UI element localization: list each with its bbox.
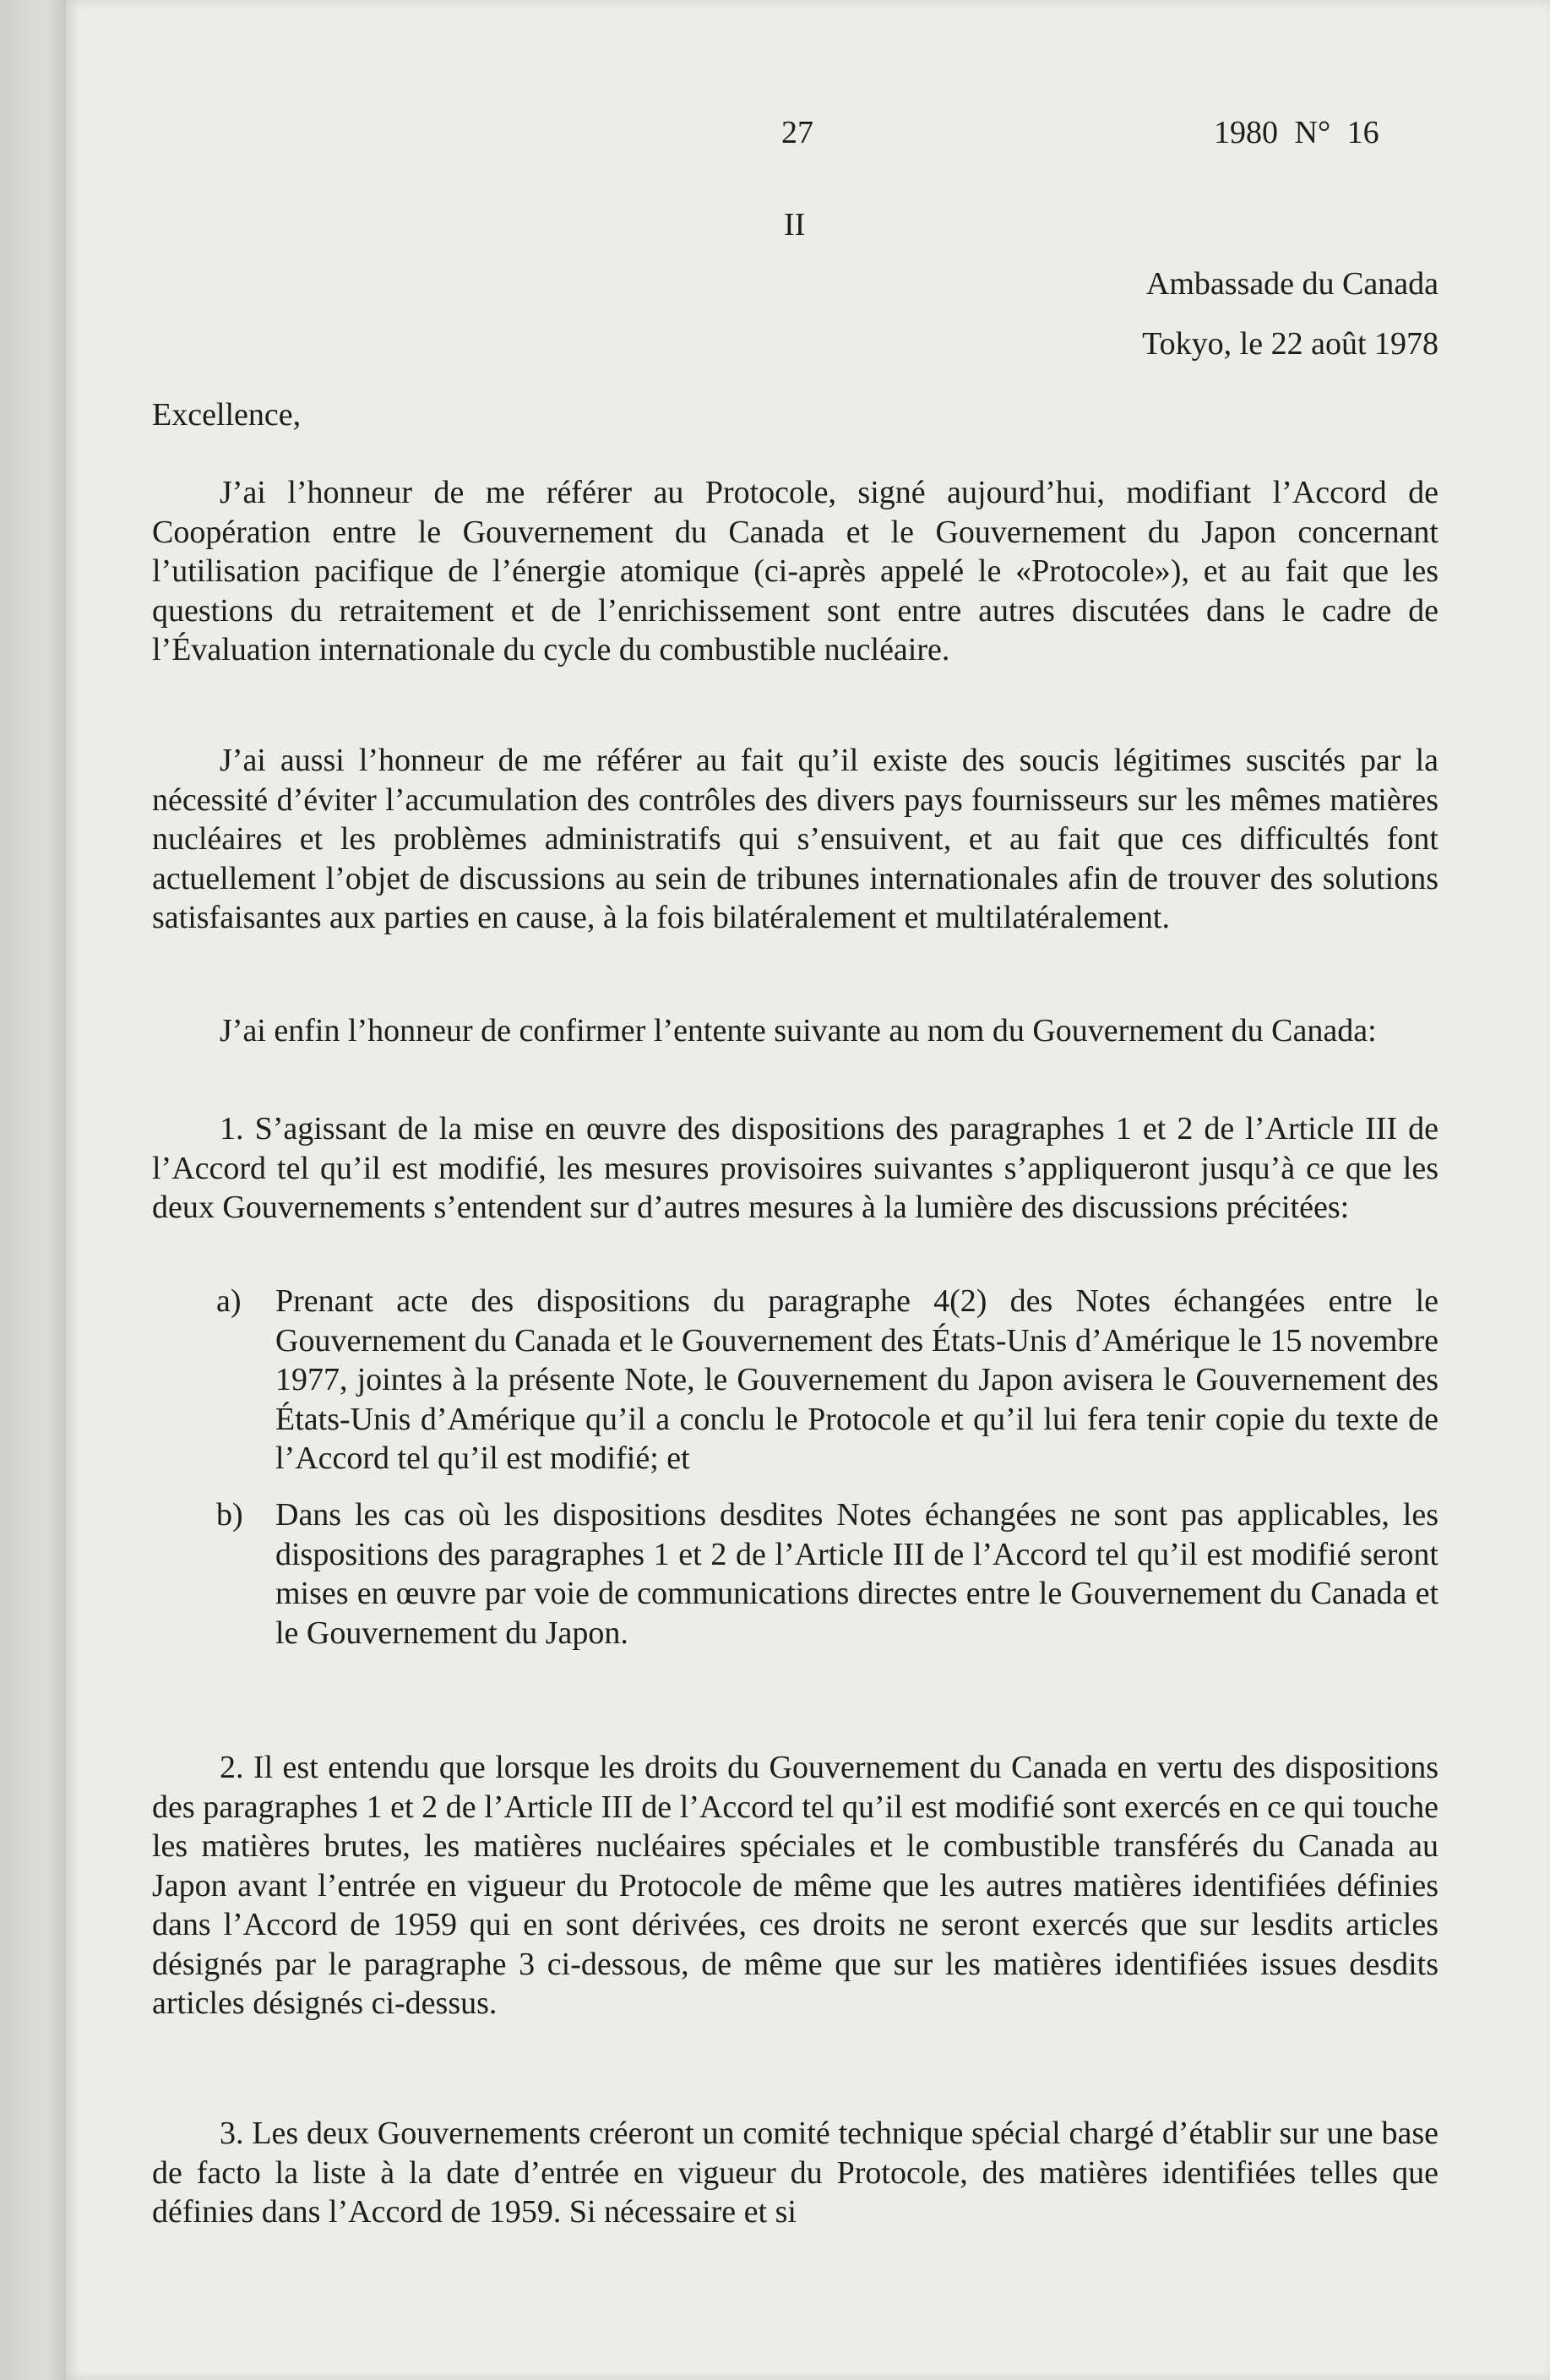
place-date: Tokyo, le 22 août 1978: [1142, 326, 1439, 362]
item-1-sub-a: [216, 1282, 1439, 1479]
item-2-text: 2. Il est entendu que lorsque les droits du Gouvernement du Canada en vertu des dispositions des paragraphes 1 et 2 de l’Article III de l’Accord tel qu’il est modifié sont exercés en ce qui touche les matières brutes, les matières nucléaires spéciales et le combustible transférés du Canada au Japon avant l’entrée en vigueur du Protocole de même que les autres matières identifiées définies dans l’Accord de 1959 qui en sont dérivées, ces droits ne seront exercés que sur lesdits articles désignés par le paragraphe 3 ci-dessous, de même que sur les matières identifiées issues desdits articles désignés ci-dessus.: [152, 1750, 1439, 2021]
sub-b-text: Dans les cas où les dispositions desdites Notes échangées ne sont pas applicables, les dispositions des paragraphes 1 et 2 de l’Article III de l’Accord tel qu’il est modifié seront mises en œuvre par voie de communications directes entre le Gouvernement du Canada et le Gouvernement du Japon.: [275, 1497, 1439, 1651]
item-1-sub-b: [216, 1495, 1439, 1653]
page-gutter: [0, 0, 66, 2380]
section-numeral: II: [784, 207, 806, 242]
paragraph-2: J’ai aussi l’honneur de me référer au fait qu’il existe des soucis légitimes suscités par la nécessité d’éviter l’accumulation des contrôles des divers pays fournisseurs sur les mêmes matières nucléaires et les problèmes administratifs qui s’ensuivent, et au fait que ces difficultés font actuellement l’objet de discussions au sein de tribunes internationales afin de trouver des solutions satisfaisantes aux parties en cause, à la fois bilatéralement et multilatéralement.: [152, 743, 1439, 935]
paragraph-1: J’ai l’honneur de me référer au Protocole, signé aujourd’hui, modifiant l’Accord de Coopération entre le Gouvernement du Canada et le Gouvernement du Japon concernant l’utilisation pacifique de l’énergie atomique (ci-après appelé le «Protocole»), et au fait que les questions du retraitement et de l’enrichissement sont entre autres discutées dans le cadre de l’Évaluation internationale du cycle du combustible nucléaire.: [152, 475, 1439, 667]
paragraph-3: J’ai enfin l’honneur de confirmer l’entente suivante au nom du Gouvernement du Canada:: [220, 1013, 1377, 1048]
item-3-text: 3. Les deux Gouvernements créeront un comité technique spécial chargé d’établir sur une base de facto la liste à la date d’entrée en vigueur du Protocole, des matières identifiées telles que définies dans l’Accord de 1959. Si nécessaire et si: [152, 2116, 1439, 2230]
page-number: 27: [781, 115, 813, 150]
sender-name: Ambassade du Canada: [1145, 266, 1439, 302]
treaty-year-number: 1980 N° 16: [1214, 115, 1379, 150]
sub-a-label: a): [216, 1283, 242, 1319]
sub-b-label: b): [216, 1497, 243, 1533]
salutation: Excellence,: [152, 397, 302, 433]
item-1-text: 1. S’agissant de la mise en œuvre des dispositions des paragraphes 1 et 2 de l’Article III de l’Accord tel qu’il est modifié, les mesures provisoires suivantes s’appliqueront jusqu’à ce que les deux Gouvernements s’entendent sur d’autres mesures à la lumière des discussions précitées:: [152, 1111, 1439, 1225]
sub-a-text: Prenant acte des dispositions du paragraphe 4(2) des Notes échangées entre le Gouvernement du Canada et le Gouvernement des États-Unis d’Amérique le 15 novembre 1977, jointes à la présente Note, le Gouvernement du Japon avisera le Gouvernement des États-Unis d’Amérique qu’il a conclu le Protocole et qu’il lui fera tenir copie du texte de l’Accord tel qu’il est modifié; et: [275, 1283, 1439, 1476]
document-page: [66, 0, 1550, 2380]
